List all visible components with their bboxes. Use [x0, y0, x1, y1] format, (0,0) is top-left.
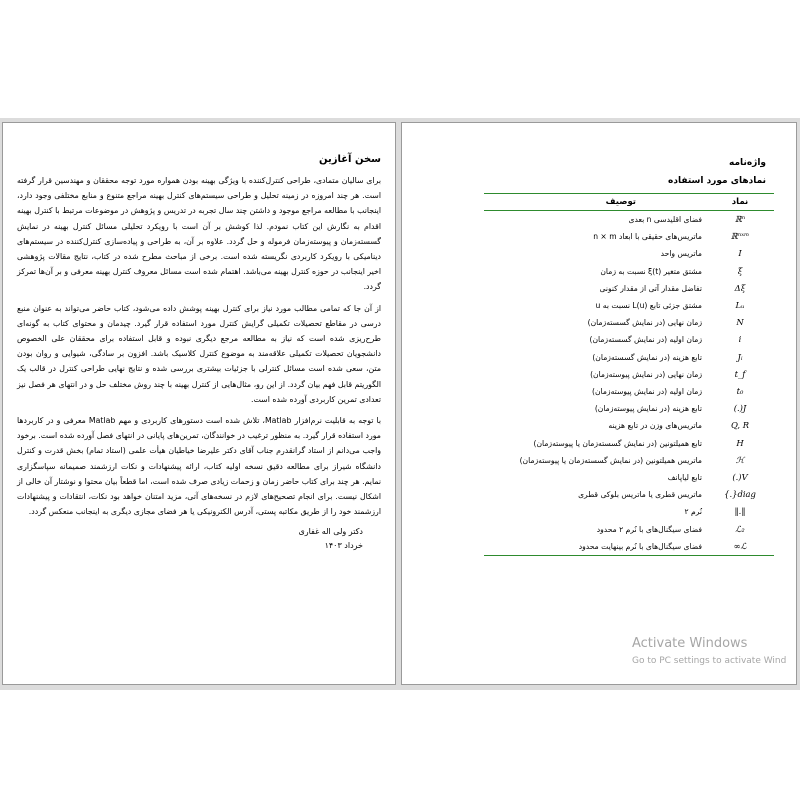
table-row: [484, 297, 774, 314]
description-cell: نُرم ۲: [684, 507, 702, 517]
table-row: [484, 435, 774, 452]
symbol-cell: diag{.}: [724, 489, 756, 500]
watermark-title: Activate Windows: [632, 636, 748, 651]
table-row: [484, 245, 774, 262]
page-glossary: [401, 122, 797, 685]
signature: [17, 525, 381, 553]
preface-title: سخن آغازین: [318, 154, 381, 165]
table-row: [484, 521, 774, 538]
description-cell: فضای سیگنال‌های با نُرم بینهایت محدود: [484, 538, 706, 556]
description-cell: تابع لیاپانف: [667, 473, 702, 483]
glossary-subtitle: نمادهای مورد استفاده: [668, 176, 766, 186]
symbol-cell: ℒ∞: [706, 538, 774, 556]
description-cell: تابع هزینه (در نمایش گسسته‌زمان): [592, 352, 702, 362]
symbol-cell: ℝⁿ: [734, 214, 746, 224]
symbol-cell: N: [736, 317, 744, 328]
page-preface: [2, 122, 396, 685]
description-cell: فضای سیگنال‌های با نُرم ۲ محدود: [596, 524, 702, 534]
table-row: [484, 503, 774, 520]
table-row: [484, 383, 774, 400]
table-row: [484, 314, 774, 331]
symbol-cell: t₀: [736, 386, 744, 397]
table-row: [484, 263, 774, 280]
description-cell: زمان اولیه (در نمایش گسسته‌زمان): [589, 335, 702, 345]
description-cell: ماتریس واحد: [660, 249, 702, 259]
author-name: دکتر ولی اله غفاری: [298, 527, 363, 537]
symbol-cell: i: [738, 334, 742, 345]
description-cell: زمان اولیه (در نمایش پیوسته‌زمان): [592, 387, 702, 397]
description-cell: تابع همیلتونین (در نمایش گسسته‌زمان یا پیوسته‌زمان): [533, 438, 702, 448]
symbol-cell: t_f: [734, 368, 746, 379]
symbols-table: [484, 193, 774, 556]
table-row: [484, 417, 774, 434]
preface-paragraph-2: از آن جا که تمامی مطالب مورد نیاز برای کنترل بهینه پوشش داده می‌شود، کتاب حاضر می‌تواند به عنوان منبع درسی در مقاطع تحصیلات تکمیلی گرایش کنترل مورد استفاده قرار گیرد. چیدمان و محتوای کتاب به گونه‌ای طرح‌ریزی شده است که نیاز به مطالعه مرجع دیگری نبوده و قابل استفاده برای محققان علی الخصوص دانشجویان تحصیلات تکمیلی علاقه‌مند به موضوع کنترل کلاسیک باشد. افزون بر سادگی، شیوایی و روان بودن متن، سعی شده است مسائل کنترلی با جزئیات بیشتری بررسی شده و نتایج نهایی طراحی کنترل در قالب یک الگوریتم قابل فهم بیان گردد. از این رو، مثال‌هایی از کنترل بهینه با چند روش مختلف حل و در انتهای هر فصل نیز تعدادی تمرین کاربردی آورده شده است.: [17, 303, 381, 404]
symbols-table-body: [484, 211, 774, 556]
table-row: [484, 469, 774, 486]
symbol-cell: I: [738, 248, 742, 259]
symbol-cell: ℒ₂: [735, 523, 745, 534]
description-cell: ماتریس قطری یا ماتریس بلوکی قطری: [578, 490, 702, 500]
symbol-cell: Q, R: [730, 420, 750, 431]
symbol-cell: ξ̇: [737, 265, 743, 276]
description-cell: ماتریس‌های حقیقی با ابعاد n × m: [593, 232, 702, 242]
table-header-row: [484, 194, 774, 211]
symbol-cell: ℋ: [735, 454, 745, 465]
preface-paragraph-1: برای سالیان متمادی، طراحی کنترل‌کننده با ویژگی بهینه بودن همواره مورد توجه محققان و مهندسین قرار گرفته است. هر چند امروزه در زمینه تحلیل و طراحی سیستم‌های کنترل بهینه مراجع متنوع و منابع مختلفی وجود دارد، اینجانب با مطالعه مراجع موجود و داشتن چند سال تجربه در تدریس و پژوهش در موضوعات مرتبط با کنترل بهینه اقدام به نگارش این کتاب نمودم. لذا کوشش بر آن است با رویکرد تحلیلی مسائل کنترل بهینه در نمایش گسسته‌زمان و پیوسته‌زمان فرموله و حل گردد. علاوه بر آن، به طراحی و پیاده‌سازی کنترل‌کننده در سیستم‌های دینامیکی با رویکرد کاربردی نگریسته شده است. برخی از مباحث مطرح شده در کتاب، نتایج مقالات پژوهشی اخیر اینجانب در حوزه کنترل بهینه می‌باشد. اهتمام شده است مسائل معروف کنترل بهینه معرفی و بر آن‌ها تمرکز گردد.: [17, 176, 381, 292]
description-cell: تفاضل مقدار آتی از مقدار کنونی: [599, 283, 702, 293]
watermark-subtitle: Go to PC settings to activate Wind: [632, 656, 787, 666]
symbol-cell: ‖.‖: [734, 506, 746, 517]
description-cell: زمان نهایی (در نمایش پیوسته‌زمان): [590, 369, 702, 379]
symbol-cell: Δξ: [734, 282, 746, 293]
symbol-cell: V(.): [732, 472, 748, 483]
table-row: [484, 400, 774, 417]
description-cell: مشتق جزئی تابع L(u) نسبت به u: [595, 301, 702, 311]
description-cell: ماتریس همیلتونین (در نمایش گسسته‌زمان یا پیوسته‌زمان): [519, 455, 702, 465]
table-row: [484, 228, 774, 245]
table-row: [484, 349, 774, 366]
header-description: توصیف: [484, 194, 706, 211]
symbol-cell: Jᵢ: [737, 351, 743, 362]
header-symbol: نماد: [706, 194, 774, 211]
description-cell: زمان نهایی (در نمایش گسسته‌زمان): [587, 318, 702, 328]
description-cell: مشتق متغیر ξ(t) نسبت به زمان: [600, 266, 702, 276]
preface-paragraph-3: با توجه به قابلیت نرم‌افزار Matlab، تلاش شده است دستورهای کاربردی و مهم Matlab معرفی و در کاربردها مورد استفاده قرار گیرد. به منظور ترغیب در خوانندگان، تمرین‌های پایانی در انتهای فصل آورده شده است. برخود واجب می‌دانم از استاد گرانقدرم جناب آقای دکتر علیرضا خیاطیان هیأت علمی (استاد تمام) بخش قدرت و کنترل دانشگاه شیراز برای مطالعه دقیق نسخه اولیه کتاب، ارائه پیشنهادات و نکات ارزشمند صمیمانه سپاسگزاری نمایم. هر چند برای کتاب حاضر زمان و زحمات زیادی صرف شده است، اما قطعاً بیان محتوا و نوشتار آن خالی از اشکال نیست. برای انجام تصحیح‌های لازم در نسخه‌های آتی، مزید امتنان خواهد بود نکات، انتقادات و پیشنهادات ارزشمند خود را از طریق مکاتبه پستی، آدرس الکترونیکی یا هر فضای مجازی دیگری به اینجانب منعکس گردد.: [17, 416, 381, 517]
table-row: [484, 331, 774, 348]
table-row: [484, 486, 774, 503]
description-cell: فضای اقلیدسی n بعدی: [628, 215, 702, 224]
table-row: [484, 211, 774, 229]
symbol-cell: Lᵤ: [735, 300, 745, 311]
table-row: [484, 366, 774, 383]
symbol-cell: J(.): [733, 403, 747, 414]
table-row: [484, 280, 774, 297]
activation-watermark: [632, 636, 786, 667]
glossary-title: واژه‌نامه: [729, 158, 766, 168]
table-row: [484, 452, 774, 469]
symbol-cell: H: [736, 437, 744, 448]
description-cell: تابع هزینه (در نمایش پیوسته‌زمان): [594, 404, 702, 414]
glossary-block: [484, 157, 774, 556]
signature-date: خرداد ۱۴۰۳: [324, 541, 363, 551]
symbol-cell: ℝⁿˣᵐ: [730, 231, 750, 242]
preface-block: [17, 153, 381, 553]
description-cell: ماتریس‌های وزن در تابع هزینه: [608, 421, 702, 431]
table-row: [484, 538, 774, 556]
